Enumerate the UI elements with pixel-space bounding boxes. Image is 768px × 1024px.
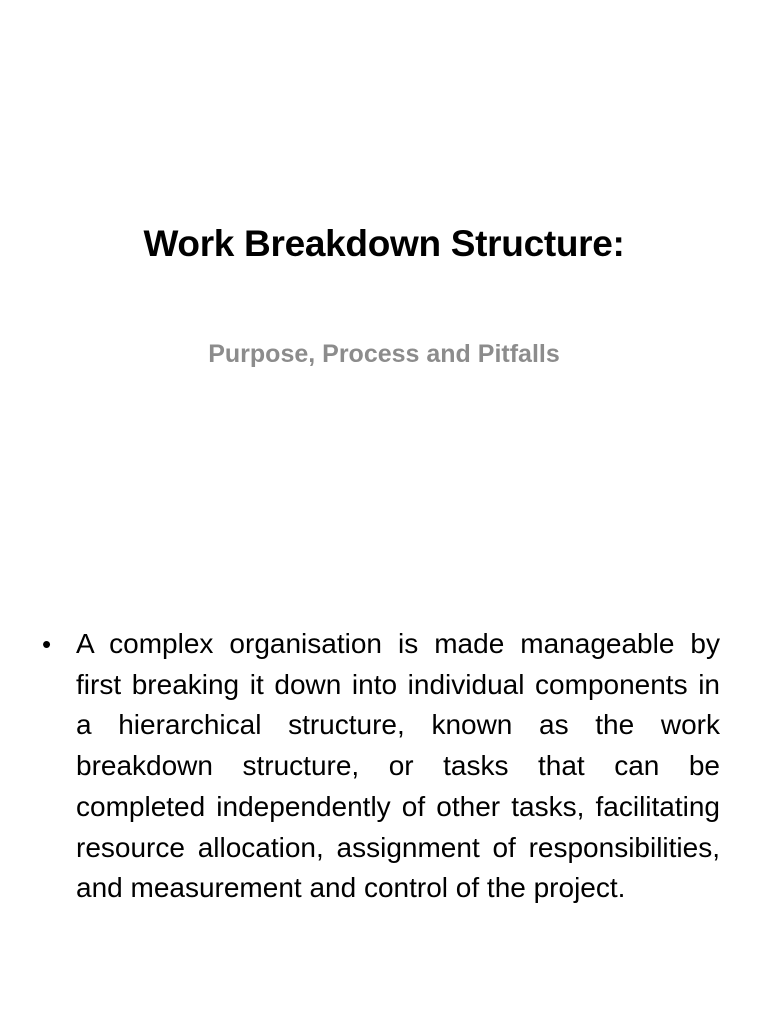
bullet-text: A complex organisation is made manageable by first breaking it down into individual components in a hierarchical structure, known as the work breakdown structure, or tasks that can be completed independently of other tasks, facilitating resource allocation, assignment of responsibilities, and measurement and control of the project. <box>76 628 720 904</box>
slide-subtitle: Purpose, Process and Pitfalls <box>208 340 560 368</box>
slide-title: Work Breakdown Structure: <box>143 223 625 264</box>
bullet-item <box>42 624 720 909</box>
bullet-marker-icon: • <box>42 629 52 659</box>
bullet-list <box>42 624 720 909</box>
